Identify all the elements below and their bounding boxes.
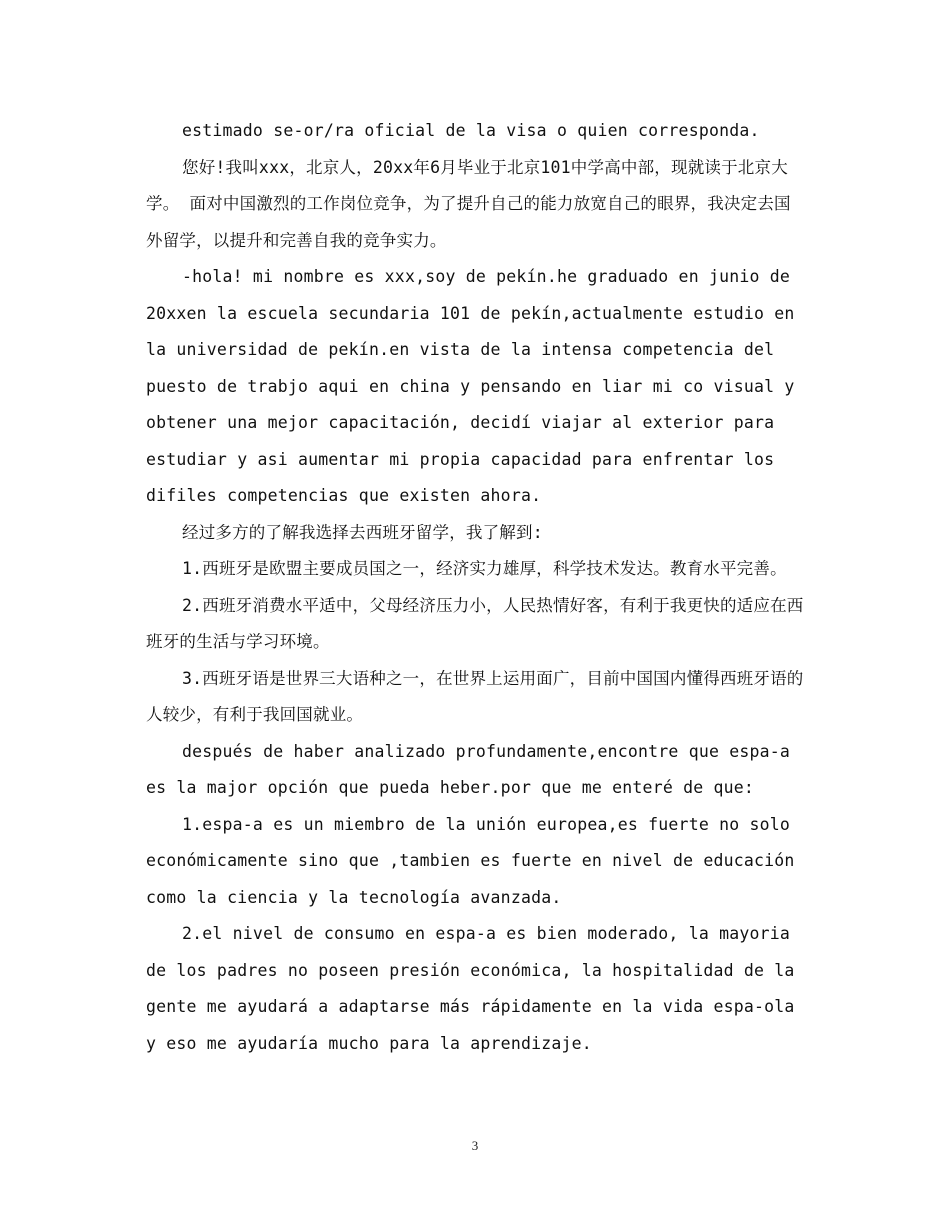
paragraph-intro-spanish: -hola! mi nombre es xxx,soy de pekín.he graduado en junio de 20xxen la escuela secundaria 101 de pekín,actualmente estudio en la universidad de pekín.en vista de la intensa competencia del puesto de trabjo aqui en china y pensando en liar mi co visual y obtener una mejor capacitación, decidí viajar al exterior para estudiar y asi aumentar mi propia capacidad para enfrentar los difiles competencias que existen ahora. <box>146 267 805 505</box>
paragraph-reason-2-spanish: 2.el nivel de consumo en espa-a es bien moderado, la mayoria de los padres no poseen presión económica, la hospitalidad de la gente me ayudará a adaptarse más rápidamente en la vida espa-ola y eso me ayudaría mucho para la aprendizaje. <box>146 924 805 1053</box>
paragraph-reason-3-chinese: 3.西班牙语是世界三大语种之一，在世界上运用面广，目前中国国内懂得西班牙语的人较少，有利于我回国就业。 <box>146 668 804 724</box>
paragraph-intro-chinese: 您好!我叫xxx，北京人，20xx年6月毕业于北京101中学高中部，现就读于北京大学。 面对中国激烈的工作岗位竞争，为了提升自己的能力放宽自己的眼界，我决定去国外留学，以提升和完善自我的竞争实力。 <box>146 157 791 250</box>
paragraph-reason-1-chinese: 1.西班牙是欧盟主要成员国之一，经济实力雄厚，科学技术发达。教育水平完善。 <box>182 559 787 578</box>
paragraph-reason-2-chinese: 2.西班牙消费水平适中，父母经济压力小，人民热情好客，有利于我更快的适应在西班牙的生活与学习环境。 <box>146 595 804 651</box>
paragraph-reasons-heading-chinese: 经过多方的了解我选择去西班牙留学，我了解到: <box>182 522 543 542</box>
paragraph-reason-1-spanish: 1.espa-a es un miembro de la unión europea,es fuerte no solo económicamente sino que ,tambien es fuerte en nivel de educación como la ciencia y la tecnología avanzada. <box>146 814 805 907</box>
paragraph-reasons-heading-spanish: después de haber analizado profundamente,encontre que espa-a es la major opción que pueda heber.por que me enteré de que: <box>146 741 801 797</box>
page-number: 3 <box>471 1138 479 1153</box>
paragraph-salutation: estimado se-or/ra oficial de la visa o quien corresponda. <box>182 121 760 140</box>
document-body <box>146 113 806 1062</box>
